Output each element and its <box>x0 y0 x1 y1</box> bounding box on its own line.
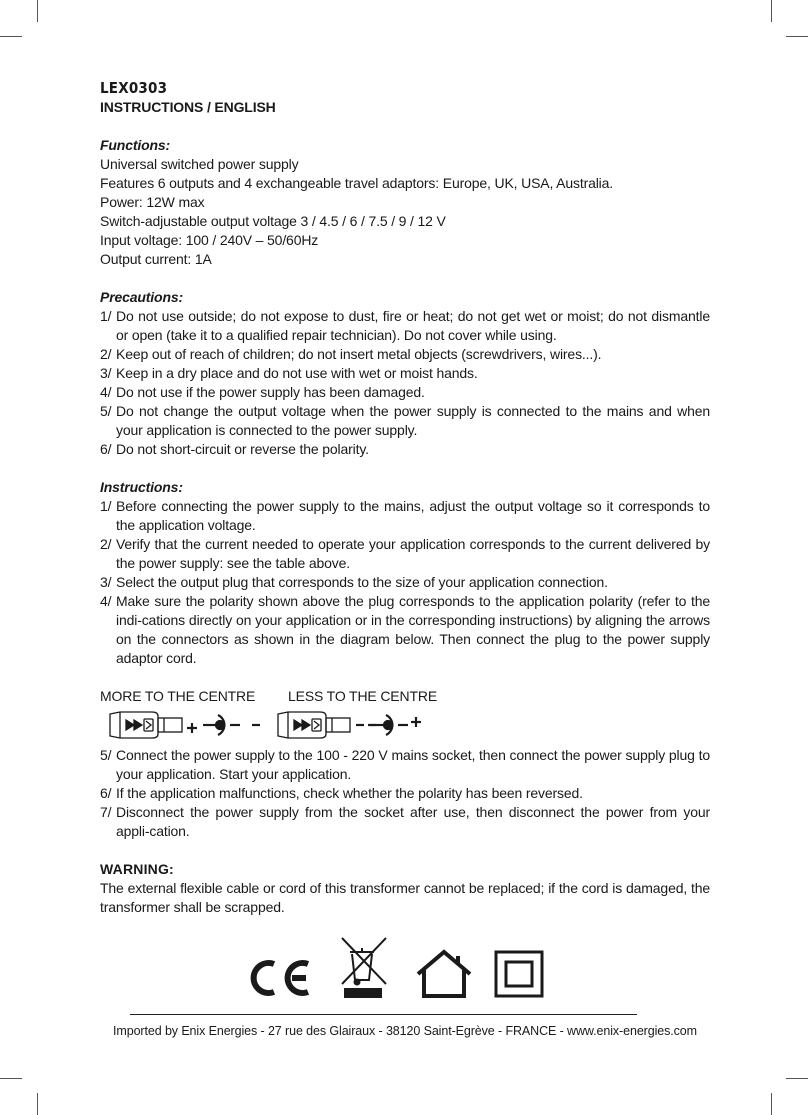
polarity-labels <box>100 687 710 706</box>
item-text: Select the output plug that corresponds to the size of your application connection. <box>116 574 608 590</box>
document-title: INSTRUCTIONS / ENGLISH <box>100 99 276 115</box>
functions-heading: Functions: <box>100 137 171 153</box>
list-item <box>100 497 710 535</box>
plug-connector-icon <box>110 712 182 738</box>
item-number: 5/ <box>100 403 112 419</box>
indoor-use-icon <box>418 952 470 996</box>
item-number: 1/ <box>100 308 112 324</box>
precautions-heading: Precautions: <box>100 289 183 305</box>
item-number: 6/ <box>100 441 112 457</box>
function-line: Power: 12W max <box>100 194 205 210</box>
list-item <box>100 307 710 345</box>
crop-mark <box>771 0 772 22</box>
item-number: 5/ <box>100 747 112 763</box>
item-number: 2/ <box>100 536 112 552</box>
item-text: If the application malfunctions, check whether the polarity has been reversed. <box>116 785 583 801</box>
item-text: Keep in a dry place and do not use with wet or moist hands. <box>116 365 478 381</box>
polarity-diagram <box>100 706 710 746</box>
list-item <box>100 402 710 440</box>
weee-bin-icon <box>342 938 386 998</box>
item-text: Keep out of reach of children; do not insert metal objects (screwdrivers, wires...). <box>116 346 602 362</box>
item-text: Do not change the output voltage when the power supply is connected to the mains and when your application is connected to the power supply. <box>116 403 710 438</box>
item-number: 2/ <box>100 346 112 362</box>
plug-connector-icon <box>278 712 350 738</box>
list-item <box>100 440 710 459</box>
item-number: 4/ <box>100 593 112 609</box>
item-text: Disconnect the power supply from the socket after use, then disconnect the power from your appli-cation. <box>116 804 710 839</box>
ce-mark-icon <box>254 963 308 993</box>
footer-divider <box>130 1014 637 1015</box>
crop-mark <box>37 0 38 22</box>
list-item <box>100 345 710 364</box>
crop-mark <box>37 1093 38 1115</box>
polarity-symbol-icon <box>370 715 408 735</box>
instruction-sheet <box>100 78 710 917</box>
item-text: Connect the power supply to the 100 - 220 V mains socket, then connect the power supply plug to your application. Start your application. <box>116 747 710 782</box>
crop-mark <box>0 36 22 37</box>
function-line: Features 6 outputs and 4 exchangeable travel adaptors: Europe, UK, USA, Australia. <box>100 175 614 191</box>
item-text: Do not short-circuit or reverse the polarity. <box>116 441 369 457</box>
instructions-list <box>100 497 710 668</box>
importer-footer: Imported by Enix Energies - 27 rue des Glairaux - 38120 Saint-Egrève - FRANCE - www.enix-energies.com <box>113 1024 697 1038</box>
product-code: LEX0303 <box>100 79 168 97</box>
list-item <box>100 592 710 668</box>
polarity-diagram-svg <box>100 706 430 746</box>
crop-mark <box>786 36 808 37</box>
list-item <box>100 803 710 841</box>
item-number: 3/ <box>100 574 112 590</box>
list-item <box>100 383 710 402</box>
crop-mark <box>786 1078 808 1079</box>
warning-text: The external flexible cable or cord of this transformer cannot be replaced; if the cord is damaged, the transformer shall be scrapped. <box>100 880 710 915</box>
item-text: Do not use if the power supply has been damaged. <box>116 384 425 400</box>
plus-icon <box>411 717 421 727</box>
label-less-to-centre: LESS TO THE CENTRE <box>288 688 438 704</box>
item-number: 1/ <box>100 498 112 514</box>
list-item <box>100 535 710 573</box>
item-number: 6/ <box>100 785 112 801</box>
instructions-list-continued <box>100 746 710 841</box>
functions-list <box>100 155 710 269</box>
item-text: Verify that the current needed to operate your application corresponds to the current delivered by the power supply: see the table above. <box>116 536 710 571</box>
item-number: 4/ <box>100 384 112 400</box>
function-line: Switch-adjustable output voltage 3 / 4.5 / 6 / 7.5 / 9 / 12 V <box>100 213 446 229</box>
item-text: Make sure the polarity shown above the plug corresponds to the application polarity (refer to the indi-cations directly on your application or in the corresponding instructions) by aligning the arrows on the connectors as shown in the diagram below. Then connect the plug to the power supply adaptor cord. <box>116 593 710 666</box>
certification-symbols <box>240 936 560 1000</box>
polarity-symbol-icon <box>203 715 240 735</box>
label-more-to-centre: MORE TO THE CENTRE <box>100 688 256 704</box>
double-insulation-icon <box>496 952 542 996</box>
plus-icon <box>187 723 197 733</box>
list-item <box>100 784 710 803</box>
crop-mark <box>0 1078 22 1079</box>
item-number: 3/ <box>100 365 112 381</box>
function-line: Universal switched power supply <box>100 156 299 172</box>
list-item <box>100 364 710 383</box>
instructions-heading: Instructions: <box>100 479 183 495</box>
crop-mark <box>771 1093 772 1115</box>
function-line: Input voltage: 100 / 240V – 50/60Hz <box>100 232 319 248</box>
function-line: Output current: 1A <box>100 251 212 267</box>
item-text: Do not use outside; do not expose to dust, fire or heat; do not get wet or moist; do not dismantle or open (take it to a qualified repair technician). Do not cover while using. <box>116 308 710 343</box>
list-item <box>100 746 710 784</box>
list-item <box>100 573 710 592</box>
item-number: 7/ <box>100 804 112 820</box>
precautions-list <box>100 307 710 459</box>
warning-heading: WARNING: <box>100 861 174 877</box>
item-text: Before connecting the power supply to the mains, adjust the output voltage so it corresponds to the application voltage. <box>116 498 710 533</box>
